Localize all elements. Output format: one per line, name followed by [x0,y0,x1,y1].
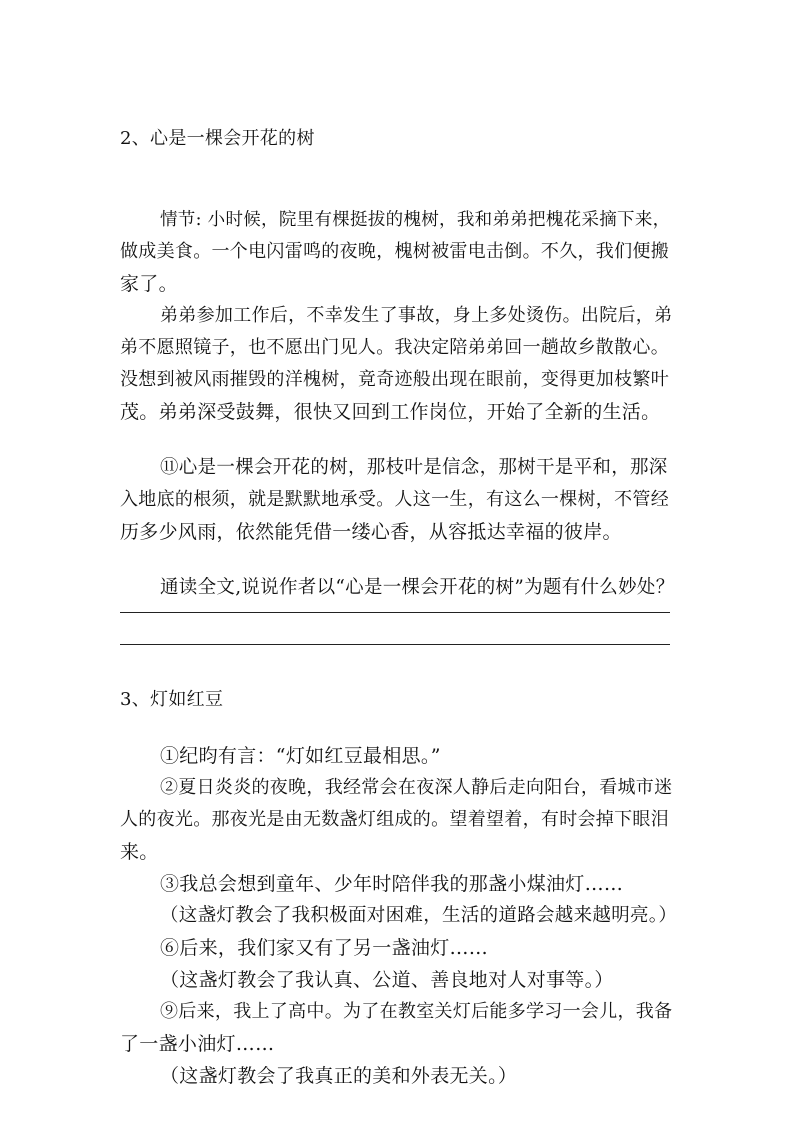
section-3-heading: 3、灯如红豆 [120,689,224,710]
excerpt-line: 历多少风雨，依然能凭借一缕心香，从容抵达幸福的彼岸。 [120,521,622,543]
plot-line: 家了。 [120,273,178,295]
excerpt-line: ⑪心是一棵会开花的树，那枝叶是信念，那树干是平和，那深 [160,457,668,478]
passage-line: ③我总会想到童年、少年时陪伴我的那盏小煤油灯…… [160,873,624,895]
answer-blank-line[interactable] [120,612,670,613]
passage-line: （这盏灯教会了我认真、公道、善良地对人对事等。） [160,969,614,991]
question-text: 通读全文,说说作者以“心是一棵会开花的树”为题有什么妙处？ [160,577,675,598]
plot-line: 弟弟参加工作后，不幸发生了事故，身上多处烫伤。出院后，弟 [160,305,673,326]
plot-line: 做成美食。一个电闪雷鸣的夜晚，槐树被雷电击倒。不久，我们便搬 [120,241,669,262]
plot-line: 没想到被风雨摧毁的洋槐树，竟奇迹般出现在眼前，变得更加枝繁叶 [120,369,669,390]
section-2-heading: 2、心是一棵会开花的树 [120,128,315,149]
passage-line: （这盏灯教会了我真正的美和外表无关。） [160,1065,518,1087]
passage-line: ②夏日炎炎的夜晚，我经常会在夜深人静后走向阳台，看城市迷 [160,777,673,798]
excerpt-line: 入地底的根须，就是默默地承受。人这一生，有这么一棵树，不管经 [120,489,669,510]
passage-line: 人的夜光。那夜光是由无数盏灯组成的。望着望着，有时会掉下眼泪 [120,809,669,830]
answer-blank-line[interactable] [120,644,670,645]
plot-line: 茂。弟弟深受鼓舞，很快又回到工作岗位，开始了全新的生活。 [120,401,661,423]
plot-line: 弟不愿照镜子，也不愿出门见人。我决定陪弟弟回一趟故乡散散心。 [120,337,669,358]
passage-line: （这盏灯教会了我积极面对困难，生活的道路会越来越明亮。） [160,905,678,926]
passage-line: ①纪昀有言：“灯如红豆最相思。” [160,745,441,767]
passage-line: ⑨后来，我上了高中。为了在教室关灯后能多学习一会儿，我备 [160,1001,673,1022]
passage-line: 来。 [120,841,159,863]
passage-line: ⑥后来，我们家又有了另一盏油灯…… [160,937,489,959]
passage-line: 了一盏小油灯…… [120,1033,275,1055]
plot-line: 情节: 小时候，院里有棵挺拔的槐树，我和弟弟把槐花采摘下来， [160,210,671,230]
